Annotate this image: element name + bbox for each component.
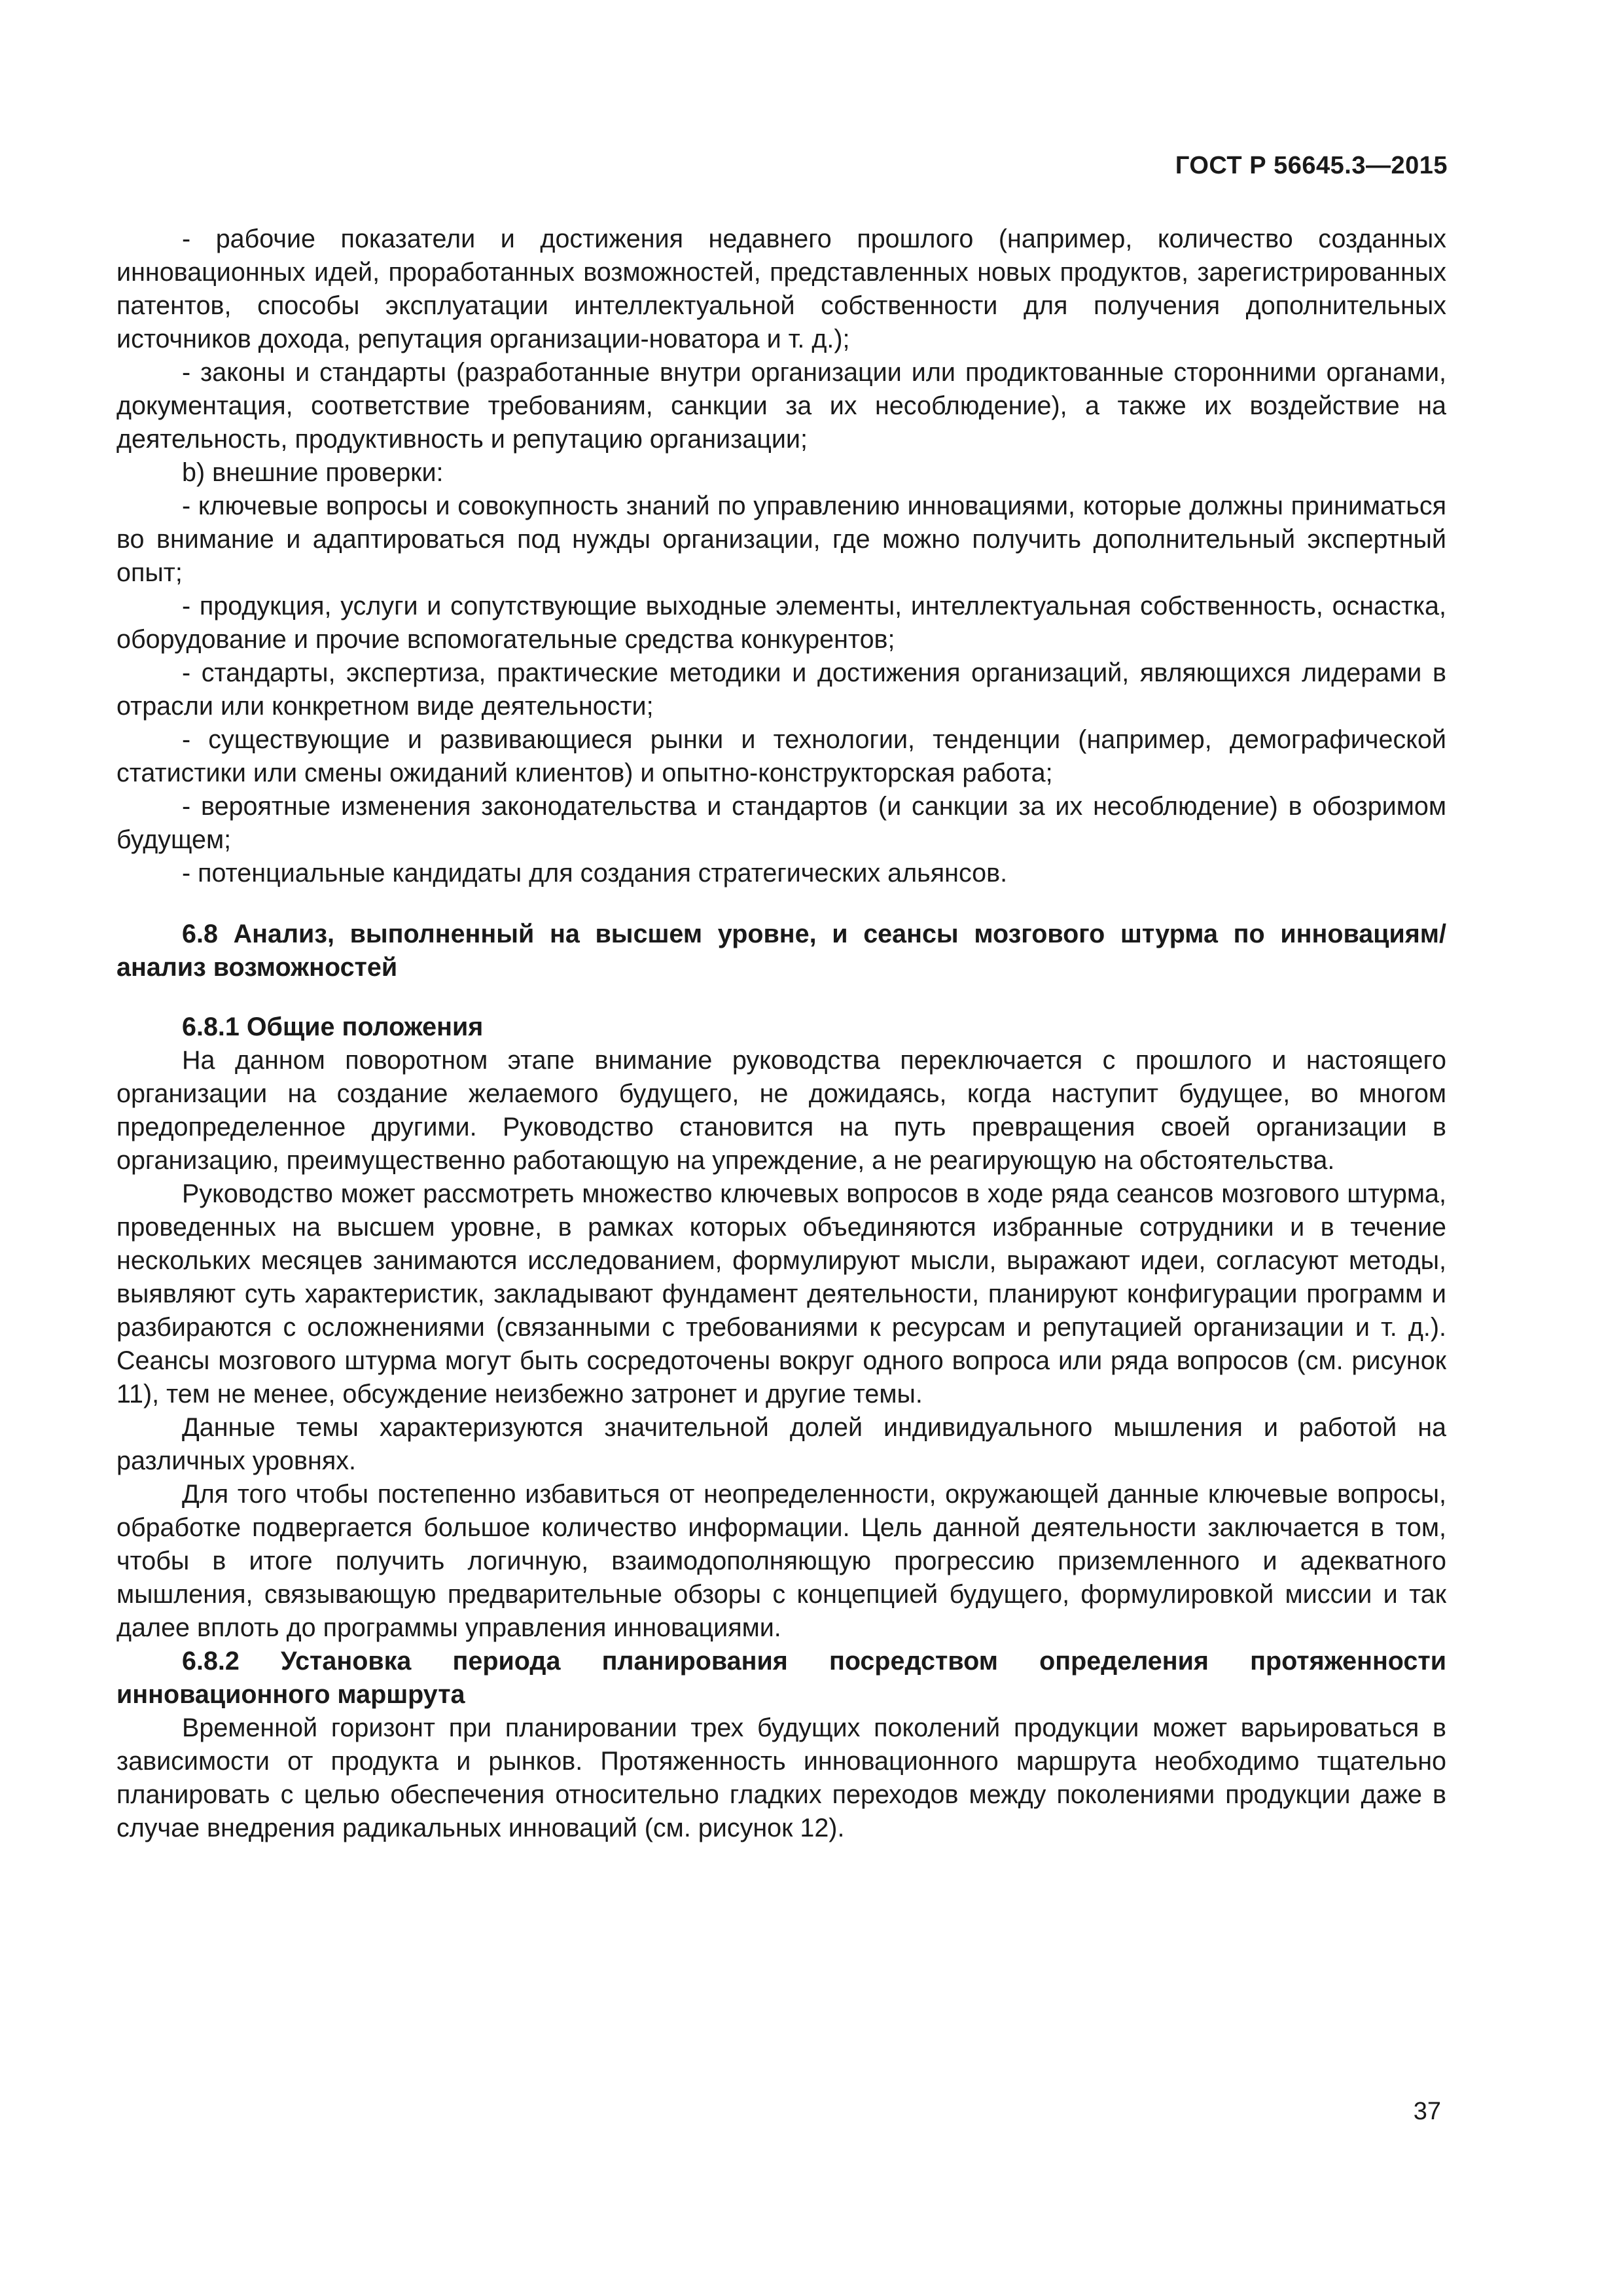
page-number: 37: [1413, 2098, 1441, 2125]
list-item-b: b) внешние проверки:: [182, 458, 444, 487]
list-item: - стандарты, экспертиза, практические методики и достижения организаций, являющихся лидерами в отрасли или конкретном виде деятельности;: [116, 658, 1446, 721]
subsection-heading-6-8-1: 6.8.1 Общие положения: [182, 1013, 484, 1041]
paragraph: Для того чтобы постепенно избавиться от неопределенности, окружающей данные ключевые вопросы, обработке подвергается большое количество информации. Цель данной деятельности заключается в том, чтобы в итоге получить логичную, взаимодополняющую прогрессию приземленного и адекватного мышления, связывающую предварительные обзоры с концепцией будущего, формулировкой миссии и так далее вплоть до программы управления инновациями.: [116, 1480, 1446, 1642]
list-item: - рабочие показатели и достижения недавнего прошлого (например, количество созданных инновационных идей, проработанных возможностей, представленных новых продуктов, зарегистрированных патентов, способы эксплуатации интеллектуальной собственности для получения дополнительных источников дохода, репутация организации-новатора и т. д.);: [116, 224, 1446, 353]
section-heading-6-8: 6.8 Анализ, выполненный на высшем уровне, и сеансы мозгового штурма по инновациям/ анализ возможностей: [116, 920, 1446, 982]
paragraph: Временной горизонт при планировании трех будущих поколений продукции может варьироваться в зависимости от продукта и рынков. Протяженность инновационного маршрута необходимо тщательно планировать с целью обеспечения относительно гладких переходов между поколениями продукции даже в случае внедрения радикальных инноваций (см. рисунок 12).: [116, 1713, 1446, 1842]
document-code-header: ГОСТ Р 56645.3—2015: [1175, 152, 1448, 179]
subsection-heading-6-8-2: 6.8.2 Установка периода планирования посредством определения протяженности инновационного маршрута: [116, 1647, 1446, 1709]
list-item: - вероятные изменения законодательства и стандартов (и санкции за их несоблюдение) в обозримом будущем;: [116, 792, 1446, 854]
list-item: - продукция, услуги и сопутствующие выходные элементы, интеллектуальная собственность, оснастка, оборудование и прочие вспомогательные средства конкурентов;: [116, 592, 1446, 654]
list-item: - законы и стандарты (разработанные внутри организации или продиктованные сторонними органами, документация, соответствие требованиям, санкции за их несоблюдение), а также их воздействие на деятельность, продуктивность и репутацию организации;: [116, 358, 1446, 454]
paragraph: Руководство может рассмотреть множество ключевых вопросов в ходе ряда сеансов мозгового штурма, проведенных на высшем уровне, в рамках которых объединяются избранные сотрудники и в течение нескольких месяцев занимаются исследованием, формулируют мысли, выражают идеи, согласуют методы, выявляют суть характеристик, закладывают фундамент деятельности, планируют конфигурации программ и разбираются с осложнениями (связанными с требованиями к ресурсам и репутацией организации и т. д.). Сеансы мозгового штурма могут быть сосредоточены вокруг одного вопроса или ряда вопросов (см. рисунок 11), тем не менее, обсуждение неизбежно затронет и другие темы.: [116, 1179, 1446, 1408]
list-item: - ключевые вопросы и совокупность знаний по управлению инновациями, которые должны приниматься во внимание и адаптироваться под нужды организации, где можно получить дополнительный экспертный опыт;: [116, 492, 1446, 587]
list-item: - существующие и развивающиеся рынки и технологии, тенденции (например, демографической статистики или смены ожиданий клиентов) и опытно-конструкторская работа;: [116, 725, 1446, 787]
paragraph: На данном поворотном этапе внимание руководства переключается с прошлого и настоящего организации на создание желаемого будущего, не дожидаясь, когда наступит будущее, во многом предопределенное другими. Руководство становится на путь превращения своей организации в организацию, преимущественно работающую на упреждение, а не реагирующую на обстоятельства.: [116, 1046, 1446, 1175]
list-item: - потенциальные кандидаты для создания стратегических альянсов.: [182, 859, 1008, 888]
paragraph: Данные темы характеризуются значительной долей индивидуального мышления и работой на различных уровнях.: [116, 1413, 1446, 1475]
page-body: [116, 223, 1446, 1845]
